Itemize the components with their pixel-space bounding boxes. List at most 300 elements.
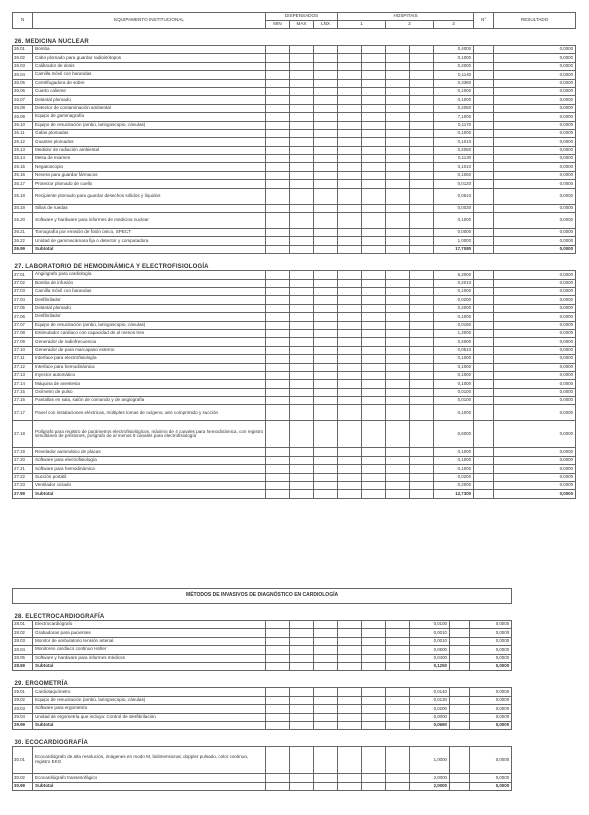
empty-cell: [266, 338, 290, 346]
empty-cell: [386, 180, 410, 188]
empty-cell: [410, 171, 434, 179]
empty-cell: [290, 104, 314, 112]
empty-cell: [266, 329, 290, 337]
item-value: 0,0140: [410, 688, 450, 696]
empty-cell: [386, 245, 410, 253]
item-name: Oxímetro de pulso: [33, 388, 266, 396]
n-cell: [474, 296, 494, 304]
n-cell: [474, 113, 494, 121]
item-value: 0,1170: [434, 121, 474, 129]
empty-cell: [410, 104, 434, 112]
item-name: Recipiente plomado para guardar desechos sólidos y líquidos: [33, 188, 266, 204]
empty-cell: [266, 490, 290, 498]
item-name: Cabo plomado para guardar radioisótopos: [33, 54, 266, 62]
item-value: 0,1000: [434, 405, 474, 421]
item-value: 0,1010: [434, 163, 474, 171]
empty-cell: [386, 96, 410, 104]
item-name: Software para hemodinámica: [33, 465, 266, 473]
empty-cell: [410, 237, 434, 245]
empty-cell: [386, 473, 410, 481]
item-code: 26.14: [13, 155, 33, 163]
empty-cell: [338, 629, 362, 637]
table-row: [13, 237, 576, 245]
item-code: 29.99: [13, 721, 33, 729]
empty-cell: [266, 456, 290, 464]
item-name: Software y hardware para informes de medicina nuclear: [33, 213, 266, 229]
empty-cell: [338, 279, 362, 287]
empty-cell: [362, 171, 386, 179]
item-value: 0,0130: [410, 696, 450, 704]
n-cell: [474, 245, 494, 253]
item-value: 0,0000: [410, 713, 450, 721]
table-row: [13, 113, 576, 121]
empty-cell: [386, 397, 410, 405]
empty-cell: [410, 46, 434, 54]
empty-cell: [362, 146, 386, 154]
item-name: Grabadoras para pacientes: [33, 629, 266, 637]
table-row: [13, 646, 512, 654]
empty-cell: [338, 46, 362, 54]
item-result: 0,0000: [494, 287, 576, 295]
table-row: [13, 747, 512, 774]
item-name: Detector de contaminación ambiental: [33, 104, 266, 112]
empty-cell: [362, 279, 386, 287]
empty-cell: [314, 71, 338, 79]
empty-cell: [314, 662, 338, 670]
table-row: [13, 204, 576, 212]
empty-cell: [338, 129, 362, 137]
table-row: [13, 705, 512, 713]
item-result: 0,0000: [494, 104, 576, 112]
empty-cell: [410, 465, 434, 473]
empty-cell: [266, 405, 290, 421]
empty-cell: [410, 329, 434, 337]
item-result: 0,0000: [494, 163, 576, 171]
empty-cell: [314, 296, 338, 304]
empty-cell: [266, 279, 290, 287]
second-title: MÉTODOS DE INVASIVOS DE DIAGNÓSTICO EN CARDIOLOGÍA: [13, 589, 512, 604]
empty-cell: [362, 705, 386, 713]
item-value: 7,1000: [434, 113, 474, 121]
empty-cell: [338, 304, 362, 312]
item-value: 0,0010: [410, 637, 450, 645]
empty-cell: [266, 388, 290, 396]
empty-cell: [362, 355, 386, 363]
item-result: 0,0000: [494, 279, 576, 287]
table-row: [13, 654, 512, 662]
empty-cell: [386, 637, 410, 645]
item-value: 0,0000: [434, 229, 474, 237]
item-code: 26.19: [13, 204, 33, 212]
item-value: 0,1000: [434, 371, 474, 379]
empty-cell: [362, 637, 386, 645]
n-cell: [474, 87, 494, 95]
empty-cell: [314, 421, 338, 448]
item-name: Succión portátil: [33, 473, 266, 481]
item-value: 0,1000: [434, 87, 474, 95]
item-result: 0,0000: [470, 747, 512, 774]
table-row: [13, 96, 576, 104]
item-name: Centrifugadora de sobre: [33, 79, 266, 87]
item-result: 0,0000: [494, 71, 576, 79]
item-result: 0,0000: [494, 129, 576, 137]
item-code: 26.01: [13, 46, 33, 54]
empty-cell: [338, 380, 362, 388]
empty-cell: [362, 747, 386, 774]
empty-cell: [338, 96, 362, 104]
item-value: 0,0600: [410, 646, 450, 654]
empty-cell: [314, 380, 338, 388]
empty-cell: [386, 313, 410, 321]
item-code: 26.11: [13, 129, 33, 137]
empty-cell: [290, 271, 314, 279]
n-cell: [450, 637, 470, 645]
table-row: [13, 213, 576, 229]
item-name: Equipo de resucitación (ambú, laringoscopio, cánulas): [33, 121, 266, 129]
item-name: Interface para hemodinámica: [33, 363, 266, 371]
empty-cell: [410, 355, 434, 363]
item-value: 12,7300: [434, 490, 474, 498]
empty-cell: [362, 380, 386, 388]
table-row: [13, 279, 576, 287]
table-row: [13, 146, 576, 154]
item-value: 0,0200: [434, 473, 474, 481]
n-cell: [450, 662, 470, 670]
n-cell: [450, 705, 470, 713]
empty-cell: [338, 54, 362, 62]
item-result: 0,0000: [470, 629, 512, 637]
empty-cell: [290, 180, 314, 188]
empty-cell: [410, 482, 434, 490]
empty-cell: [338, 363, 362, 371]
item-code: 27.19: [13, 448, 33, 456]
empty-cell: [338, 490, 362, 498]
empty-cell: [362, 473, 386, 481]
item-value: 0,4000: [434, 46, 474, 54]
empty-cell: [362, 129, 386, 137]
item-code: 28.03: [13, 637, 33, 645]
empty-cell: [410, 188, 434, 204]
item-result: 0,0000: [494, 271, 576, 279]
empty-cell: [266, 482, 290, 490]
section-title: 29. ERGOMETRÍA: [14, 681, 68, 688]
empty-cell: [314, 155, 338, 163]
item-value: 0,1000: [434, 213, 474, 229]
empty-cell: [266, 654, 290, 662]
empty-cell: [314, 473, 338, 481]
item-value: 2,0000: [410, 782, 450, 790]
empty-cell: [290, 146, 314, 154]
empty-cell: [386, 87, 410, 95]
n-cell: [474, 287, 494, 295]
item-value: 0,1250: [410, 662, 450, 670]
n-cell: [474, 146, 494, 154]
n-cell: [474, 271, 494, 279]
empty-cell: [338, 87, 362, 95]
item-result: 0,0000: [494, 62, 576, 70]
n-cell: [450, 721, 470, 729]
empty-cell: [266, 188, 290, 204]
item-value: 0,1000: [434, 448, 474, 456]
empty-cell: [386, 421, 410, 448]
n-cell: [450, 782, 470, 790]
empty-cell: [386, 321, 410, 329]
empty-cell: [338, 637, 362, 645]
empty-cell: [266, 204, 290, 212]
empty-cell: [386, 456, 410, 464]
empty-cell: [266, 129, 290, 137]
item-name: Negatoscopio: [33, 163, 266, 171]
item-code: 27.08: [13, 329, 33, 337]
empty-cell: [386, 465, 410, 473]
item-result: 0,0000: [470, 646, 512, 654]
empty-cell: [410, 138, 434, 146]
item-code: 26.99: [13, 245, 33, 253]
empty-cell: [338, 245, 362, 253]
section-title: 27. LABORATORIO DE HEMODINÁMICA Y ELECTROFISIOLOGÍA: [14, 263, 209, 270]
table-row: [13, 129, 576, 137]
empty-cell: [386, 355, 410, 363]
empty-cell: [290, 713, 314, 721]
section-header: [13, 608, 512, 621]
empty-cell: [338, 688, 362, 696]
n-cell: [474, 279, 494, 287]
item-name: Desfibrilador: [33, 296, 266, 304]
n-cell: [450, 774, 470, 782]
empty-cell: [338, 388, 362, 396]
item-value: 0,1000: [434, 287, 474, 295]
empty-cell: [290, 629, 314, 637]
item-value: 1,0000: [410, 747, 450, 774]
empty-cell: [410, 79, 434, 87]
empty-cell: [410, 163, 434, 171]
empty-cell: [266, 71, 290, 79]
item-name: Generador de radiofrecuencia: [33, 338, 266, 346]
table-row: [13, 621, 512, 629]
item-value: 0,0400: [410, 654, 450, 662]
empty-cell: [338, 654, 362, 662]
item-value: 0,0680: [410, 721, 450, 729]
item-code: 30.01: [13, 747, 33, 774]
item-name: Software para ergometría: [33, 705, 266, 713]
empty-cell: [314, 721, 338, 729]
empty-cell: [290, 245, 314, 253]
item-name: Gafas plomadas: [33, 129, 266, 137]
table-row: [13, 171, 576, 179]
empty-cell: [386, 54, 410, 62]
empty-cell: [290, 213, 314, 229]
empty-cell: [314, 329, 338, 337]
empty-cell: [314, 397, 338, 405]
empty-cell: [338, 721, 362, 729]
empty-cell: [266, 629, 290, 637]
empty-cell: [290, 646, 314, 654]
empty-cell: [290, 338, 314, 346]
empty-cell: [386, 104, 410, 112]
empty-cell: [290, 113, 314, 121]
empty-cell: [290, 456, 314, 464]
empty-cell: [266, 371, 290, 379]
table-row: [13, 713, 512, 721]
empty-cell: [386, 782, 410, 790]
section-title: 30. ECOCARDIOGRAFÍA: [14, 740, 88, 746]
empty-cell: [338, 171, 362, 179]
item-value: 1,2000: [434, 329, 474, 337]
item-result: 0,0000: [494, 113, 576, 121]
empty-cell: [290, 637, 314, 645]
empty-cell: [362, 721, 386, 729]
empty-cell: [314, 338, 338, 346]
item-value: 0,1010: [434, 138, 474, 146]
item-value: 0,1000: [434, 355, 474, 363]
empty-cell: [338, 204, 362, 212]
item-result: 0,0000: [494, 313, 576, 321]
table-row: [13, 363, 576, 371]
item-code: 27.02: [13, 279, 33, 287]
empty-cell: [290, 46, 314, 54]
item-value: 0,0010: [410, 629, 450, 637]
empty-cell: [362, 646, 386, 654]
empty-cell: [314, 456, 338, 464]
empty-cell: [266, 696, 290, 704]
item-name: Interface para electrofisiología: [33, 355, 266, 363]
empty-cell: [266, 171, 290, 179]
item-code: 27.04: [13, 296, 33, 304]
item-code: 27.21: [13, 465, 33, 473]
item-value: 0,0190: [434, 321, 474, 329]
item-value: 0,0200: [410, 705, 450, 713]
n-cell: [474, 405, 494, 421]
empty-cell: [362, 465, 386, 473]
header-min: MIN: [266, 21, 290, 29]
item-result: 0,0000: [494, 229, 576, 237]
section-title: 26. MEDICINA NUCLEAR: [14, 38, 89, 45]
empty-cell: [314, 146, 338, 154]
item-code: 26.21: [13, 229, 33, 237]
empty-cell: [338, 713, 362, 721]
item-value: 0,1000: [434, 456, 474, 464]
header-h3: 3: [434, 21, 474, 29]
item-code: 26.07: [13, 96, 33, 104]
n-cell: [474, 121, 494, 129]
item-name: Equipo de resucitación (ambú, laringoscopio, cánulas): [33, 696, 266, 704]
item-result: 0,0000: [470, 774, 512, 782]
n-cell: [474, 490, 494, 498]
empty-cell: [338, 188, 362, 204]
table-row: [13, 696, 512, 704]
section-header: [13, 258, 576, 271]
item-code: 26.18: [13, 188, 33, 204]
empty-cell: [362, 296, 386, 304]
table-row: [13, 456, 576, 464]
table-row: [13, 71, 576, 79]
empty-cell: [362, 774, 386, 782]
empty-cell: [266, 121, 290, 129]
header-dispensador: DISPENSADOS: [266, 13, 338, 21]
item-result: 0,0000: [470, 721, 512, 729]
empty-cell: [338, 113, 362, 121]
empty-cell: [266, 321, 290, 329]
empty-cell: [314, 204, 338, 212]
subtotal-row: [13, 245, 576, 253]
empty-cell: [338, 646, 362, 654]
empty-cell: [362, 213, 386, 229]
empty-cell: [314, 482, 338, 490]
empty-cell: [362, 696, 386, 704]
empty-cell: [266, 646, 290, 654]
empty-cell: [410, 213, 434, 229]
empty-cell: [290, 296, 314, 304]
empty-cell: [266, 621, 290, 629]
empty-cell: [314, 705, 338, 713]
n-cell: [474, 473, 494, 481]
empty-cell: [338, 146, 362, 154]
empty-cell: [362, 237, 386, 245]
n-cell: [474, 329, 494, 337]
empty-cell: [362, 96, 386, 104]
item-code: 26.16: [13, 171, 33, 179]
item-code: 27.22: [13, 473, 33, 481]
header-num: N: [13, 13, 33, 29]
item-code: 27.20: [13, 456, 33, 464]
item-name: Sillas de ruedas: [33, 204, 266, 212]
empty-cell: [266, 163, 290, 171]
item-code: 28.99: [13, 662, 33, 670]
empty-cell: [314, 490, 338, 498]
item-code: 27.05: [13, 304, 33, 312]
n-cell: [474, 338, 494, 346]
empty-cell: [410, 279, 434, 287]
empty-cell: [314, 363, 338, 371]
item-value: 0,1000: [434, 129, 474, 137]
empty-cell: [362, 388, 386, 396]
item-name: Medidor de radiación ambiental: [33, 146, 266, 154]
empty-cell: [410, 87, 434, 95]
section-header: [13, 734, 512, 747]
item-name: Software para electrofisiología: [33, 456, 266, 464]
item-value: 0,0200: [434, 296, 474, 304]
empty-cell: [266, 313, 290, 321]
empty-cell: [386, 688, 410, 696]
item-result: 0,0000: [494, 363, 576, 371]
header-max: MAX: [290, 21, 314, 29]
item-value: 0,2000: [434, 338, 474, 346]
item-result: 0,0000: [470, 782, 512, 790]
empty-cell: [338, 456, 362, 464]
item-result: 0,0000: [470, 705, 512, 713]
empty-cell: [314, 304, 338, 312]
empty-cell: [290, 774, 314, 782]
item-code: 26.02: [13, 54, 33, 62]
section-header: [13, 675, 512, 688]
empty-cell: [314, 104, 338, 112]
n-cell: [474, 304, 494, 312]
item-name: Cardiotaquímetro: [33, 688, 266, 696]
empty-cell: [266, 421, 290, 448]
empty-cell: [338, 405, 362, 421]
item-name: Inyector automático: [33, 371, 266, 379]
item-result: 0,0000: [494, 296, 576, 304]
empty-cell: [338, 338, 362, 346]
empty-cell: [314, 465, 338, 473]
n-cell: [450, 646, 470, 654]
empty-cell: [362, 782, 386, 790]
empty-cell: [314, 371, 338, 379]
item-value: 0,1000: [434, 313, 474, 321]
empty-cell: [362, 46, 386, 54]
item-code: 30.99: [13, 782, 33, 790]
item-result: 0,0000: [494, 465, 576, 473]
